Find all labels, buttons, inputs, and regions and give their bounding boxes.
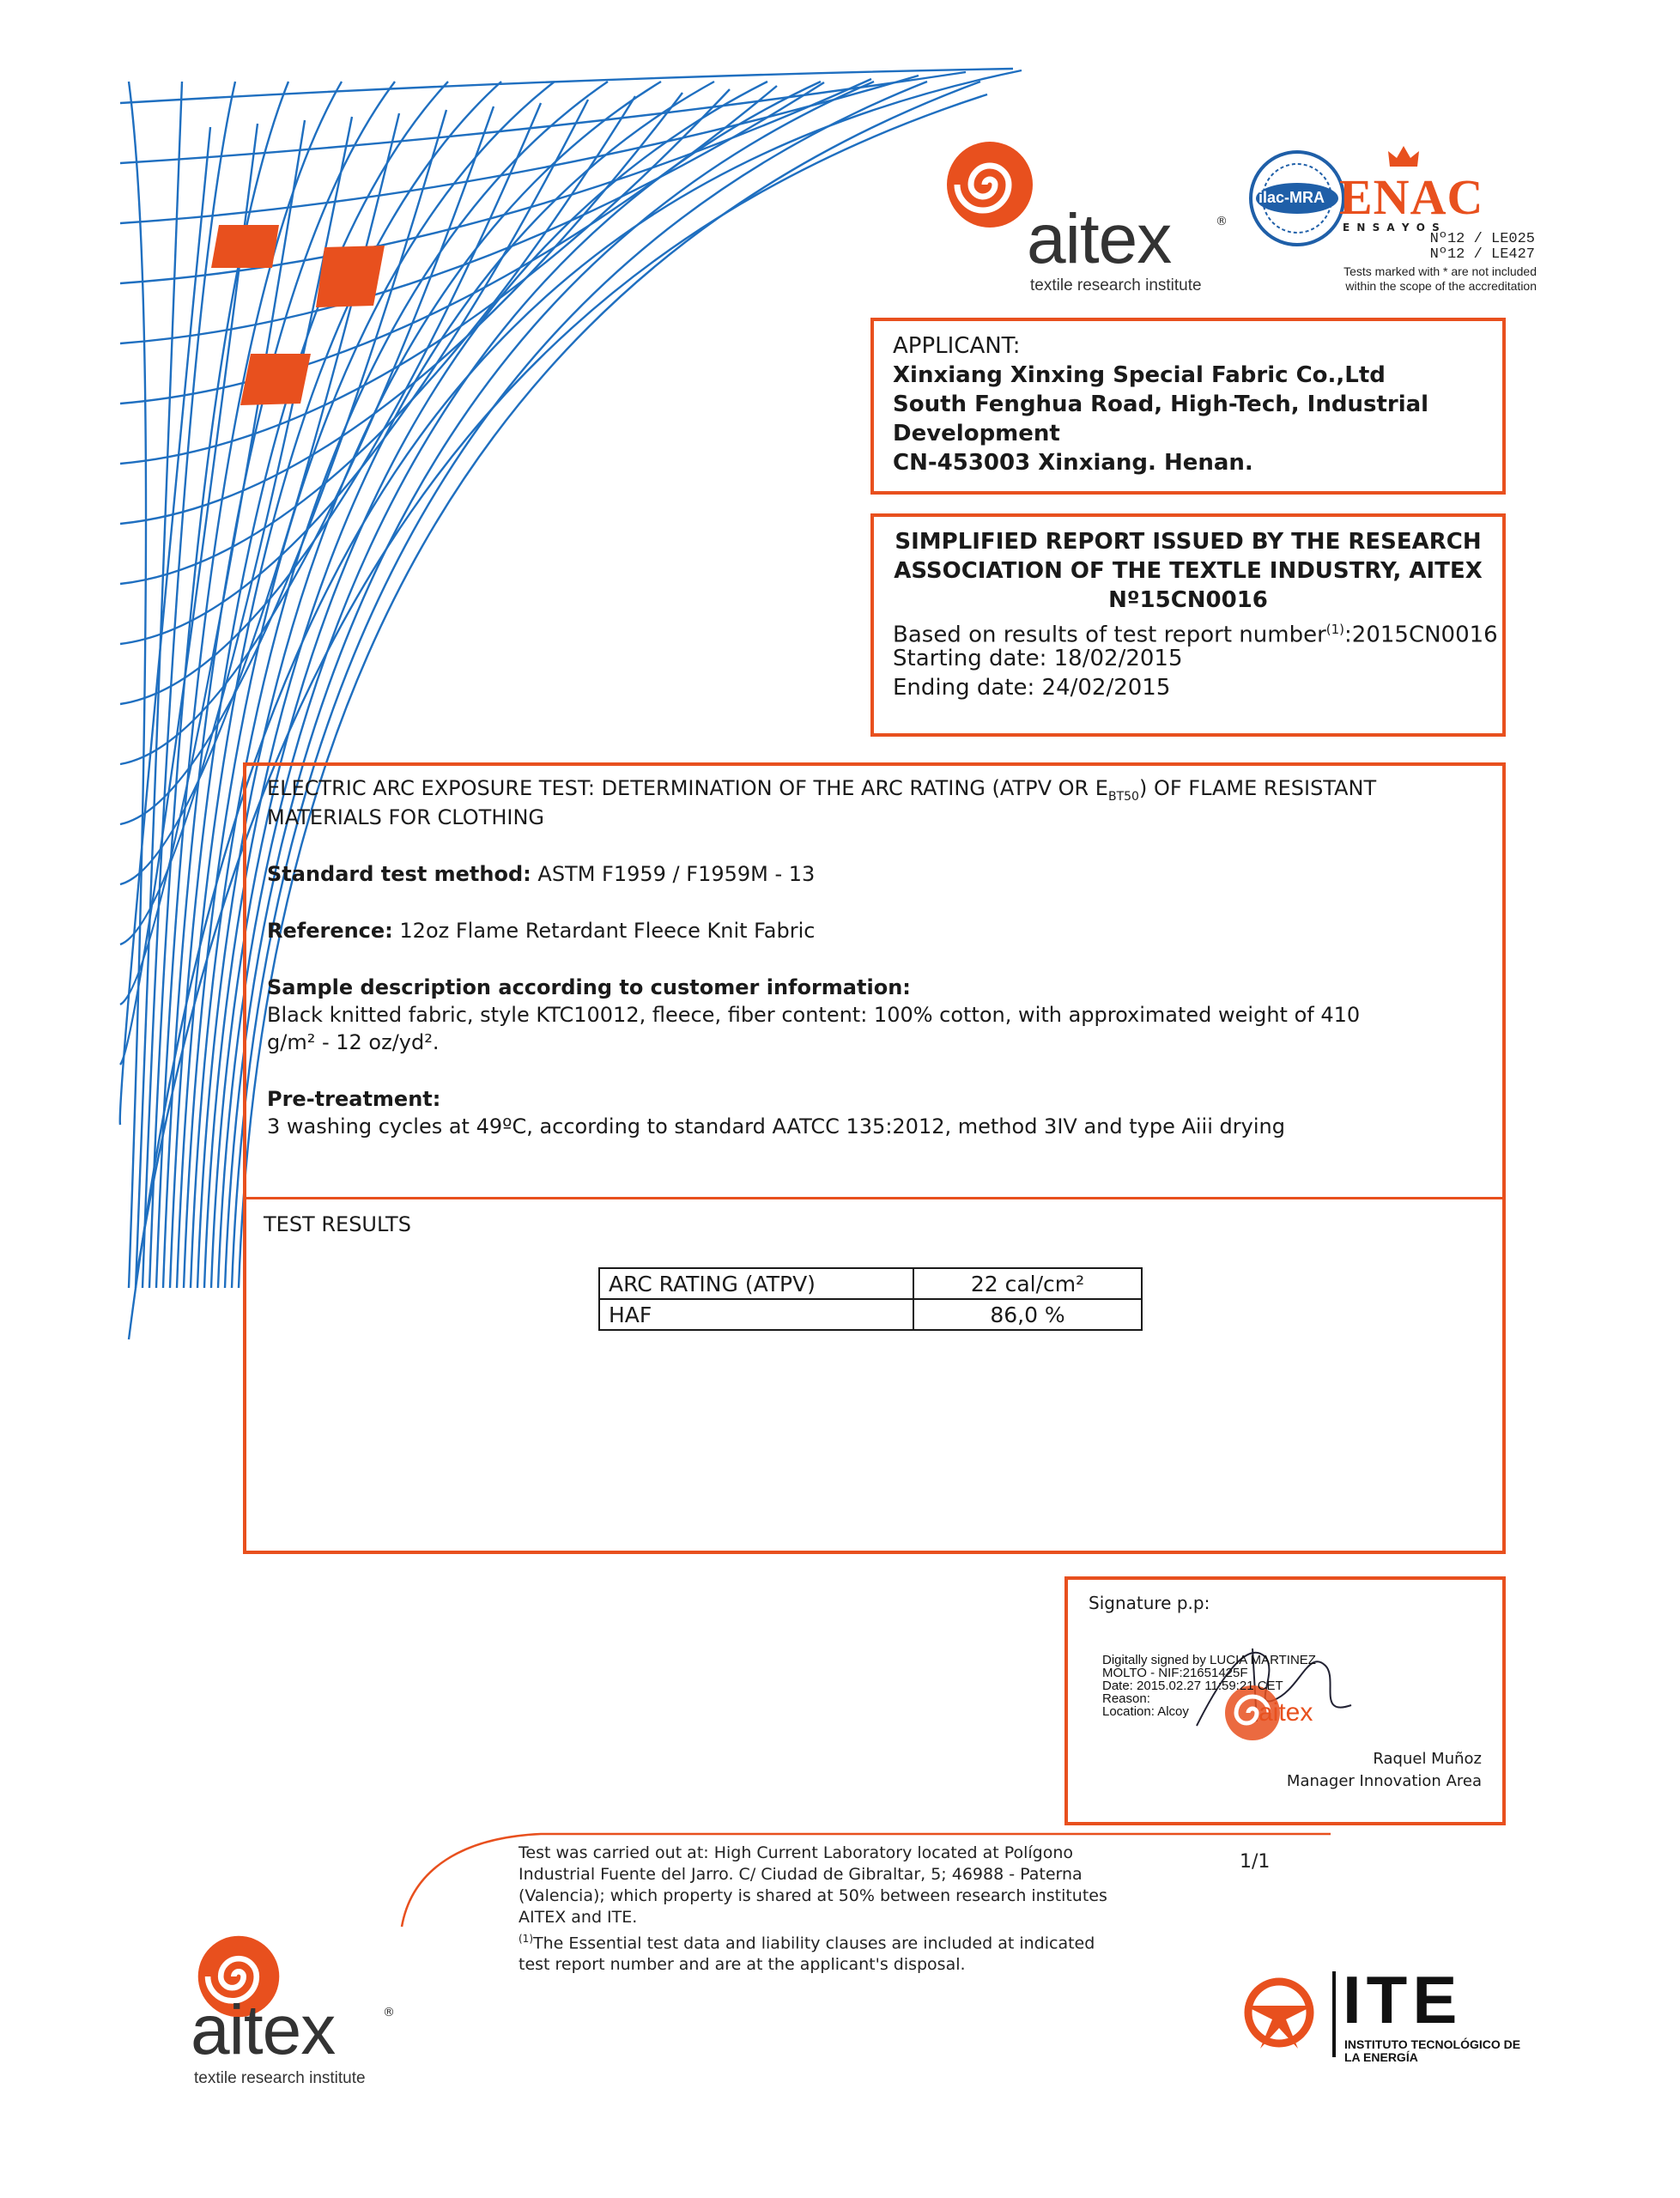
grid-line: [120, 100, 588, 644]
results-table: [598, 1267, 1143, 1331]
ite-subtitle-line: LA ENERGÍA: [1344, 2050, 1418, 2064]
test-title-subscript: BT50: [1107, 789, 1139, 804]
ite-logo: [1236, 1962, 1528, 2069]
table-row: [599, 1268, 1142, 1299]
aitex-spiral-icon: [943, 137, 1037, 232]
enac-note-line-2: within the scope of the accreditation: [1345, 279, 1537, 293]
digital-signature-line: Digitally signed by LUCIA MARTINEZ: [1102, 1653, 1316, 1667]
enac-ensayos: E N S A Y O S: [1343, 222, 1441, 234]
ite-subtitle-line: INSTITUTO TECNOLÓGICO DE: [1344, 2037, 1521, 2051]
footer-lab-line: (Valencia); which property is shared at 50% between research institutes: [519, 1886, 1107, 1905]
aitex-logo-header: [943, 137, 1226, 301]
standard-label: Standard test method:: [267, 862, 531, 886]
report-title-line-1: SIMPLIFIED REPORT ISSUED BY THE RESEARCH: [895, 529, 1482, 555]
footer-lab-text: [519, 1843, 1171, 1976]
starting-date: Starting date: 18/02/2015: [893, 646, 1183, 671]
applicant-label: APPLICANT:: [893, 333, 1021, 359]
aitex-logo-footer: [191, 1932, 482, 2095]
table-row: [599, 1299, 1142, 1330]
applicant-box: [870, 318, 1506, 495]
sample-description-line-2: g/m² - 12 oz/yd².: [267, 1030, 440, 1054]
registered-mark: ®: [1216, 215, 1228, 228]
digital-signature-line: Date: 2015.02.27 11:59:21 CET: [1102, 1679, 1283, 1693]
ite-subtitle: [1344, 2038, 1520, 2064]
reference: [267, 917, 815, 944]
report-title-line-2: ASSOCIATION OF THE TEXTLE INDUSTRY, AITEX: [894, 558, 1483, 584]
registered-mark: ®: [383, 2006, 395, 2019]
grid-line: [120, 72, 966, 163]
footer-lab-line: AITEX and ITE.: [519, 1908, 638, 1927]
pre-treatment-value: 3 washing cycles at 49ºC, according to standard AATCC 135:2012, method 3IV and type Aiii drying: [267, 1114, 1285, 1138]
test-results-heading: TEST RESULTS: [264, 1212, 411, 1236]
enac-wordmark: ENAC: [1339, 169, 1484, 225]
grid-line: [120, 69, 1013, 103]
footer-note-line: test report number and are at the applicant's disposal.: [519, 1955, 966, 1975]
footnote-mark: (1): [519, 1933, 533, 1945]
enac-note-line-1: Tests marked with * are not included: [1343, 264, 1537, 278]
standard-test-method: [267, 860, 815, 888]
aitex-tagline: textile research institute: [1030, 276, 1202, 294]
section-divider: [246, 1197, 1502, 1199]
enac-number-1: Nº12 / LE025: [1429, 231, 1535, 247]
result-name: ARC RATING (ATPV): [599, 1268, 913, 1299]
based-on-footnote-mark: (1): [1325, 622, 1345, 637]
digital-signature-line: MOLTO - NIF:21651425F: [1102, 1666, 1248, 1680]
ite-divider: [1332, 1971, 1336, 2057]
sample-description-line-1: Black knitted fabric, style KTC10012, fleece, fiber content: 100% cotton, with approximated weight of 410: [267, 1003, 1361, 1027]
ilac-label: ilac-MRA: [1258, 189, 1325, 206]
footer-note: [519, 1928, 1171, 1954]
crown-icon: [1386, 144, 1421, 168]
footer-lab-line: Industrial Fuente del Jarro. C/ Ciudad de Gibraltar, 5; 46988 - Paterna: [519, 1865, 1083, 1884]
applicant-name: Xinxiang Xinxing Special Fabric Co.,Ltd: [893, 362, 1386, 388]
report-box: [870, 513, 1506, 737]
applicant-address-3: CN-453003 Xinxiang. Henan.: [893, 450, 1253, 476]
ilac-logo: [1246, 148, 1348, 249]
applicant-address-1: South Fenghua Road, High-Tech, Industrial: [893, 392, 1429, 417]
ending-date: Ending date: 24/02/2015: [893, 675, 1171, 701]
test-title-line-2: MATERIALS FOR CLOTHING: [267, 805, 544, 829]
test-title-a: ELECTRIC ARC EXPOSURE TEST: DETERMINATION OF THE ARC RATING (ATPV OR E: [267, 776, 1108, 800]
applicant-address-2: Development: [893, 421, 1060, 446]
footer-note-line: The Essential test data and liability clauses are included at indicated: [533, 1934, 1095, 1953]
test-title-b: ) OF FLAME RESISTANT: [1138, 776, 1377, 800]
based-on-prefix: Based on results of test report number: [893, 622, 1326, 648]
reference-value: 12oz Flame Retardant Fleece Knit Fabric: [392, 919, 816, 943]
ite-emblem-icon: [1236, 1970, 1322, 2055]
digital-signature-line: Reason:: [1102, 1691, 1150, 1706]
signer-name: Raquel Muñoz: [1373, 1750, 1482, 1768]
standard-value: ASTM F1959 / F1959M - 13: [531, 862, 816, 886]
based-on-value: :2015CN0016: [1344, 622, 1498, 648]
page-number: 1/1: [1240, 1851, 1271, 1873]
stamp-brand: aitex: [1258, 1698, 1313, 1727]
aitex-tagline: textile research institute: [194, 2069, 366, 2087]
signer-role: Manager Innovation Area: [1286, 1772, 1482, 1790]
enac-accreditation-numbers: [1372, 232, 1535, 263]
result-value: 22 cal/cm²: [913, 1268, 1142, 1299]
ite-wordmark: ITE: [1343, 1962, 1463, 2037]
result-name: HAF: [599, 1299, 913, 1330]
test-box: [243, 762, 1506, 1554]
sample-description-label: Sample description according to customer information:: [267, 975, 911, 999]
enac-number-2: Nº12 / LE427: [1429, 246, 1535, 263]
aitex-wordmark: aitex: [191, 1991, 336, 2069]
signature-label: Signature p.p:: [1089, 1593, 1210, 1613]
digital-signature-line: Location: Alcoy: [1102, 1704, 1189, 1719]
footer-lab-line: Test was carried out at: High Current Laboratory located at Polígono: [519, 1843, 1074, 1862]
signature-box: [1064, 1576, 1506, 1825]
pre-treatment-label: Pre-treatment:: [267, 1087, 441, 1111]
aitex-wordmark: aitex: [1027, 200, 1172, 278]
result-value: 86,0 %: [913, 1299, 1142, 1330]
enac-scope-note: [1271, 264, 1537, 294]
grid-line: [120, 82, 824, 343]
reference-label: Reference:: [267, 919, 393, 943]
report-number: Nº15CN0016: [1108, 587, 1268, 613]
